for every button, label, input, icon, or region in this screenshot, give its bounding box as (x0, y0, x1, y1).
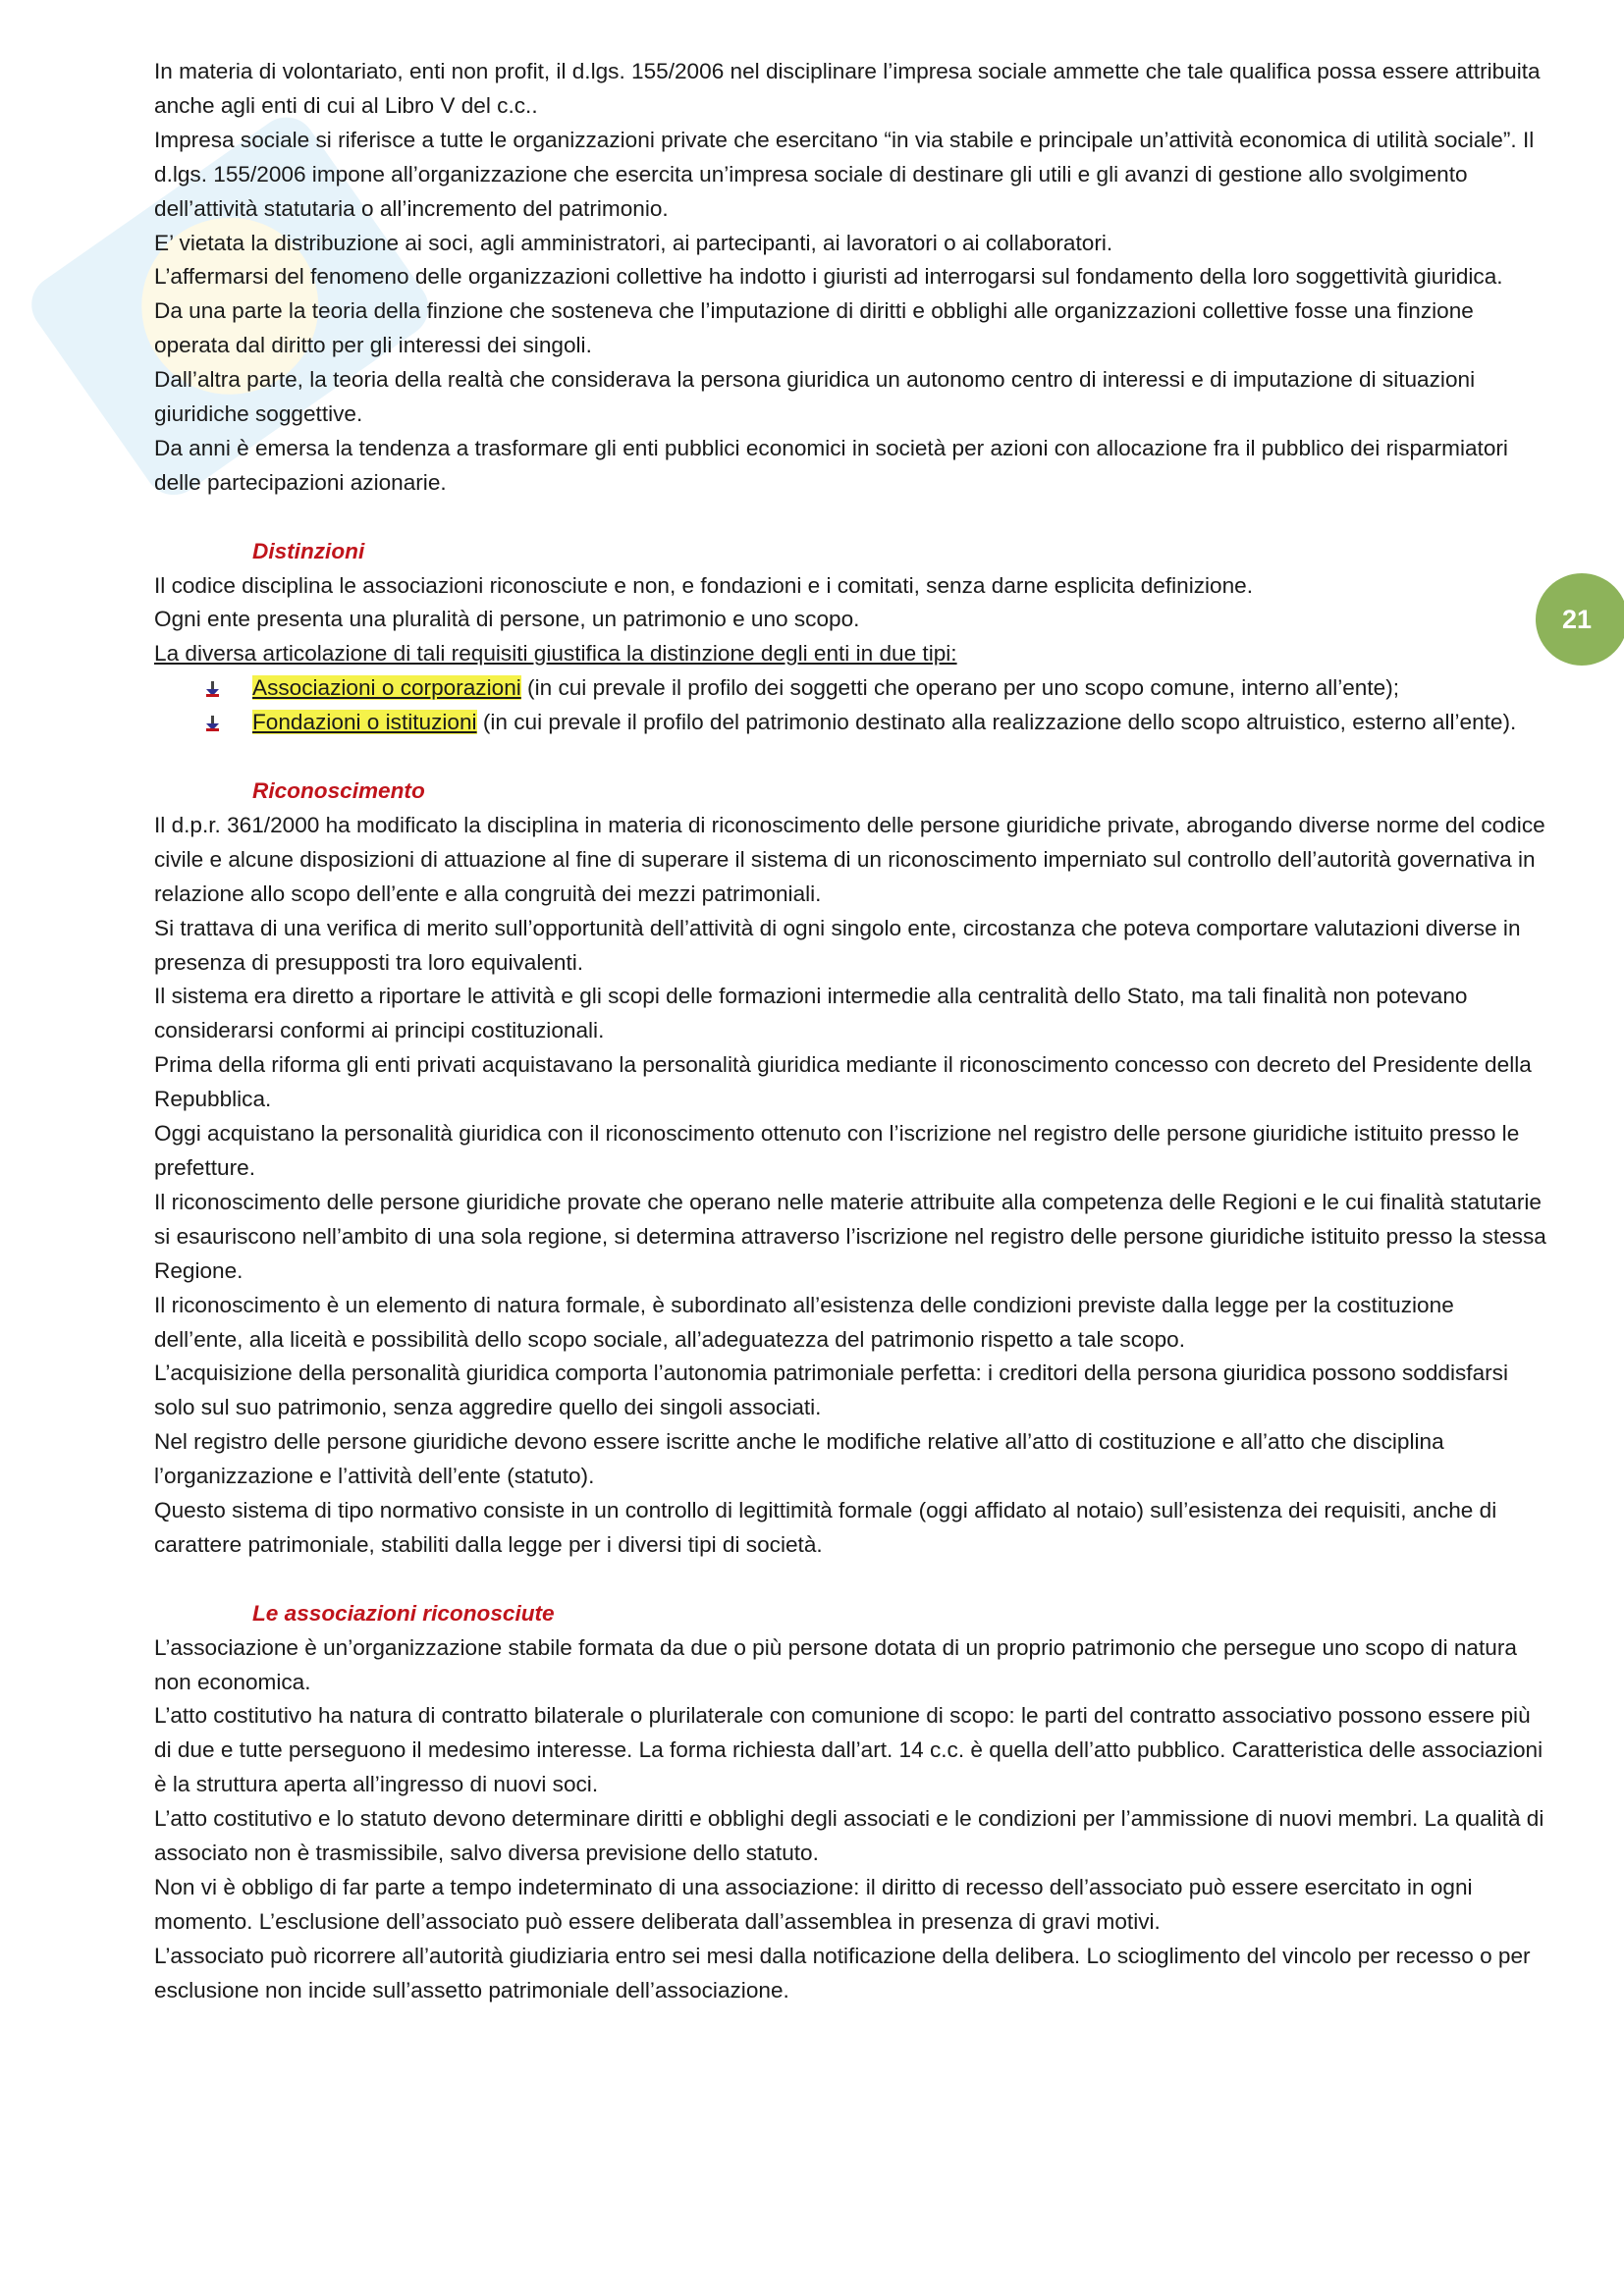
paragraph: L’associato può ricorrere all’autorità giudiziaria entro sei mesi dalla notificazione della delibera. Lo scioglimento del vincolo per recesso o per esclusione non incide sull’assetto patrimoniale dell’associazione. (154, 1943, 1531, 2002)
bullet-list (154, 671, 1548, 740)
paragraph: Impresa sociale si riferisce a tutte le organizzazioni private che esercitano “in via stabile e principale un’attività economica di utilità sociale”. Il d.lgs. 155/2006 impone all’organizzazione che esercita un’impresa sociale di destinare gli utili e gli avanzi di gestione allo svolgimento dell’attività statutaria o all’incremento del patrimonio. (154, 127, 1535, 221)
paragraph: Il codice disciplina le associazioni riconosciute e non, e fondazioni e i comitati, senza darne esplicita definizione. (154, 572, 1254, 598)
paragraph: L’acquisizione della personalità giuridica comporta l’autonomia patrimoniale perfetta: i creditori della persona giuridica possono soddisfarsi solo sul suo patrimonio, senza aggredire quello dei singoli associati. (154, 1361, 1508, 1420)
list-item-text: (in cui prevale il profilo del patrimonio destinato alla realizzazione dello scopo altruistico, esterno all’ente). (476, 710, 1517, 735)
paragraph: Oggi acquistano la personalità giuridica con il riconoscimento ottenuto con l’iscrizione nel registro delle persone giuridiche istituito presso le prefetture. (154, 1121, 1520, 1180)
paragraph: Il riconoscimento delle persone giuridiche provate che operano nelle materie attribuite alla competenza delle Regioni e le cui finalità statutarie si esauriscono nell’ambito di una sola regione, si determina attraverso l’iscrizione nel registro delle persone giuridiche istituito presso la stessa Regione. (154, 1189, 1546, 1283)
section-heading-distinzioni: Distinzioni (252, 538, 365, 563)
paragraph: E’ vietata la distribuzione ai soci, agli amministratori, ai partecipanti, ai lavoratori o ai collaboratori. (154, 230, 1113, 255)
page-number-badge: 21 (1536, 573, 1624, 666)
paragraph: Nel registro delle persone giuridiche devono essere iscritte anche le modifiche relative all’atto di costituzione e all’atto che disciplina l’organizzazione e l’attività dell’ente (statuto). (154, 1429, 1444, 1489)
paragraph: Ogni ente presenta una pluralità di persone, un patrimonio e uno scopo. (154, 607, 860, 632)
paragraph: L’affermarsi del fenomeno delle organizzazioni collettive ha indotto i giuristi ad interrogarsi sul fondamento della loro soggettività giuridica. (154, 264, 1503, 290)
list-item (154, 671, 1548, 706)
document-body (154, 55, 1548, 2008)
paragraph: Da anni è emersa la tendenza a trasformare gli enti pubblici economici in società per azioni con allocazione fra il pubblico dei risparmiatori delle partecipazioni azionarie. (154, 435, 1508, 495)
arrow-bullet-icon (204, 680, 222, 698)
paragraph: Si trattava di una verifica di merito sull’opportunità dell’attività di ogni singolo ente, circostanza che poteva comportare valutazioni diverse in presenza di presupposti tra loro equivalenti. (154, 915, 1521, 975)
paragraph: Dall’altra parte, la teoria della realtà che considerava la persona giuridica un autonomo centro di interessi e di imputazione di situazioni giuridiche soggettive. (154, 367, 1476, 427)
paragraph: Il sistema era diretto a riportare le attività e gli scopi delle formazioni intermedie alla centralità dello Stato, ma tali finalità non potevano considerarsi conformi ai principi costituzionali. (154, 984, 1468, 1043)
paragraph-underlined: La diversa articolazione di tali requisiti giustifica la distinzione degli enti in due tipi: (154, 641, 957, 667)
paragraph: Da una parte la teoria della finzione che sosteneva che l’imputazione di diritti e obblighi alle organizzazioni collettive fosse una finzione operata dal diritto per gli interessi dei singoli. (154, 298, 1474, 358)
paragraph: Non vi è obbligo di far parte a tempo indeterminato di una associazione: il diritto di recesso dell’associato può essere esercitato in ogni momento. L’esclusione dell’associato può essere deliberata dall’assemblea in presenza di gravi motivi. (154, 1874, 1473, 1934)
paragraph: Questo sistema di tipo normativo consiste in un controllo di legittimità formale (oggi affidato al notaio) sull’esistenza dei requisiti, anche di carattere patrimoniale, stabiliti dalla legge per i diversi tipi di società. (154, 1498, 1497, 1557)
paragraph: In materia di volontariato, enti non profit, il d.lgs. 155/2006 nel disciplinare l’impresa sociale ammette che tale qualifica possa essere attribuita anche agli enti di cui al Libro V del c.c.. (154, 59, 1541, 118)
paragraph: Il d.p.r. 361/2000 ha modificato la disciplina in materia di riconoscimento delle persone giuridiche private, abrogando diverse norme del codice civile e alcune disposizioni di attuazione al fine di superare il sistema di un riconoscimento imperniato sul controllo dell’autorità governativa in relazione allo scopo dell’ente e alla congruità dei mezzi patrimoniali. (154, 812, 1545, 906)
paragraph: L’atto costitutivo e lo statuto devono determinare diritti e obblighi degli associati e le condizioni per l’ammissione di nuovi membri. La qualità di associato non è trasmissibile, salvo diversa previsione dello statuto. (154, 1806, 1544, 1866)
paragraph: Prima della riforma gli enti privati acquistavano la personalità giuridica mediante il riconoscimento concesso con decreto del Presidente della Repubblica. (154, 1052, 1532, 1112)
paragraph: Il riconoscimento è un elemento di natura formale, è subordinato all’esistenza delle condizioni previste dalla legge per la costituzione dell’ente, alla liceità e possibilità dello scopo sociale, all’adeguatezza del patrimonio rispetto a tale scopo. (154, 1292, 1454, 1352)
paragraph: L’associazione è un’organizzazione stabile formata da due o più persone dotata di un proprio patrimonio che persegue uno scopo di natura non economica. (154, 1634, 1517, 1694)
highlighted-term: Fondazioni o istituzioni (252, 710, 477, 735)
highlighted-term: Associazioni o corporazioni (252, 675, 521, 701)
section-heading-associazioni: Le associazioni riconosciute (252, 1600, 555, 1626)
list-item (154, 706, 1548, 740)
list-item-text: (in cui prevale il profilo dei soggetti che operano per uno scopo comune, interno all’ente); (520, 675, 1400, 701)
arrow-bullet-icon (204, 715, 222, 732)
paragraph: L’atto costitutivo ha natura di contratto bilaterale o plurilaterale con comunione di scopo: le parti del contratto associativo possono essere più di due e tutte perseguono il medesimo interesse. La forma richiesta dall’art. 14 c.c. è quella dell’atto pubblico. Caratteristica delle associazioni è la struttura aperta all’ingresso di nuovi soci. (154, 1703, 1543, 1797)
section-heading-riconoscimento: Riconoscimento (252, 778, 425, 803)
